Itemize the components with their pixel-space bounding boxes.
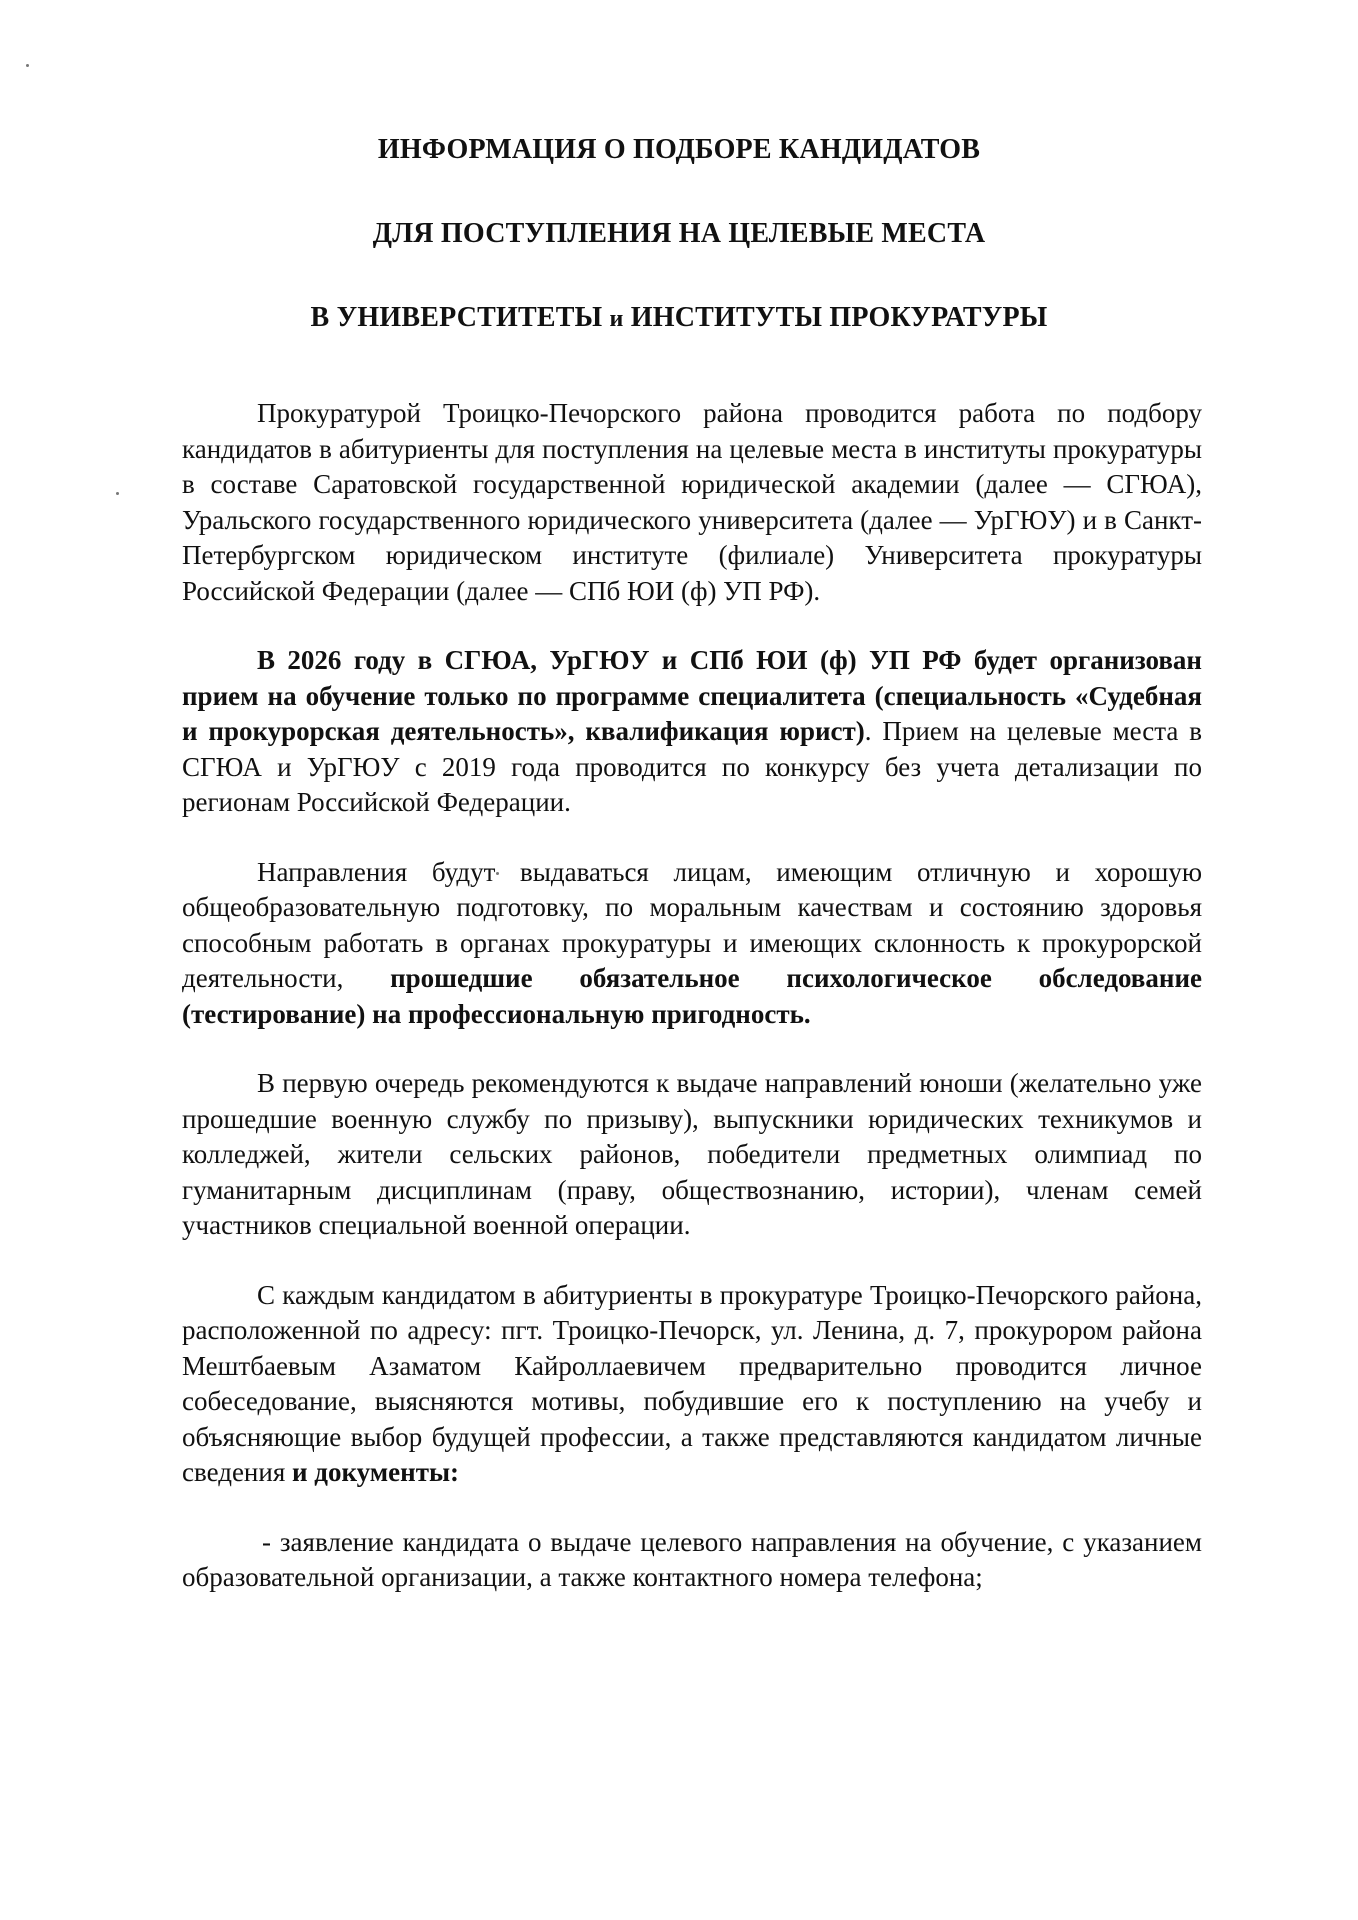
paragraph-referrals (182, 855, 1202, 1033)
paragraph-intro: Прокуратурой Троицко-Печорского района проводится работа по подбору кандидатов в абитуриенты для поступления на целевые места в институты прокуратуры в составе Саратовской государственной юридической академии (далее — СГЮА), Уральского государственного юридического университета (далее — УрГЮУ) и в Санкт-Петербургском юридическом институте (филиале) Университета прокуратуры Российской Федерации (далее — СПб ЮИ (ф) УП РФ). (182, 398, 1202, 606)
list-item-application: - заявление кандидата о выдаче целевого направления на обучение, с указанием образовательной организации, а также контактного номера телефона; (182, 1526, 1202, 1592)
title-line-3-conjunction: и (609, 306, 624, 332)
paragraph-priority: В первую очередь рекомендуются к выдаче направлений юноши (желательно уже прошедшие военную службу по призыву), выпускники юридических техникумов и колледжей, жители сельских районов, победители предметных олимпиад по гуманитарным дисциплинам (праву, обществознанию, истории), членам семей участников специальной военной операции. (182, 1068, 1202, 1240)
paragraph-interview-bold: и документы: (292, 1457, 460, 1487)
title-line-3-part-a: В УНИВЕРСТИТЕТЫ (310, 302, 610, 333)
paragraph-interview-plain: С каждым кандидатом в абитуриенты в прокуратуре Троицко-Печорского района, расположенной по адресу: пгт. Троицко-Печорск, ул. Ленина, д. 7, прокурором района Мештбаевым Азаматом Кайроллаевичем предварительно проводится личное собеседование, выясняются мотивы, побудившие его к поступлению на учебу и объясняющие выбор будущей профессии, а также представляются кандидатом личные сведения (182, 1279, 1202, 1487)
document-body (182, 396, 1202, 1630)
paragraph-referrals-bold: прошедшие обязательное психологическое обследование (тестирование) на профессиональную пригодность. (182, 963, 1202, 1029)
scan-speck (116, 492, 119, 495)
title-line-3 (0, 300, 1358, 337)
title-line-1: ИНФОРМАЦИЯ О ПОДБОРЕ КАНДИДАТОВ (377, 134, 981, 165)
paragraph-interview (182, 1278, 1202, 1491)
paragraph-admission-bold: В 2026 году в СГЮА, УрГЮУ и СПб ЮИ (ф) УП РФ будет организован прием на обучение только по программе специалитета (специальность «Судебная и прокурорская деятельность», квалификация юрист) (182, 645, 1202, 746)
paragraph-referrals-plain: Направления будут выдаваться лицам, имеющим отличную и хорошую общеобразовательную подготовку, по моральным качествам и состоянию здоровья способным работать в органах прокуратуры и имеющих склонность к прокурорской деятельности, (182, 856, 1202, 993)
title-line-3-part-c: ИНСТИТУТЫ ПРОКУРАТУРЫ (623, 302, 1048, 333)
scan-speck (26, 64, 29, 67)
paragraph-admission-rest: . Прием на целевые места в СГЮА и УрГЮУ с 2019 года проводится по конкурсу без учета детализации по регионам Российской Федерации. (182, 716, 1202, 817)
paragraph-admission-2026 (182, 643, 1202, 821)
title-line-2: ДЛЯ ПОСТУПЛЕНИЯ НА ЦЕЛЕВЫЕ МЕСТА (372, 218, 986, 249)
document-title (0, 132, 1358, 385)
